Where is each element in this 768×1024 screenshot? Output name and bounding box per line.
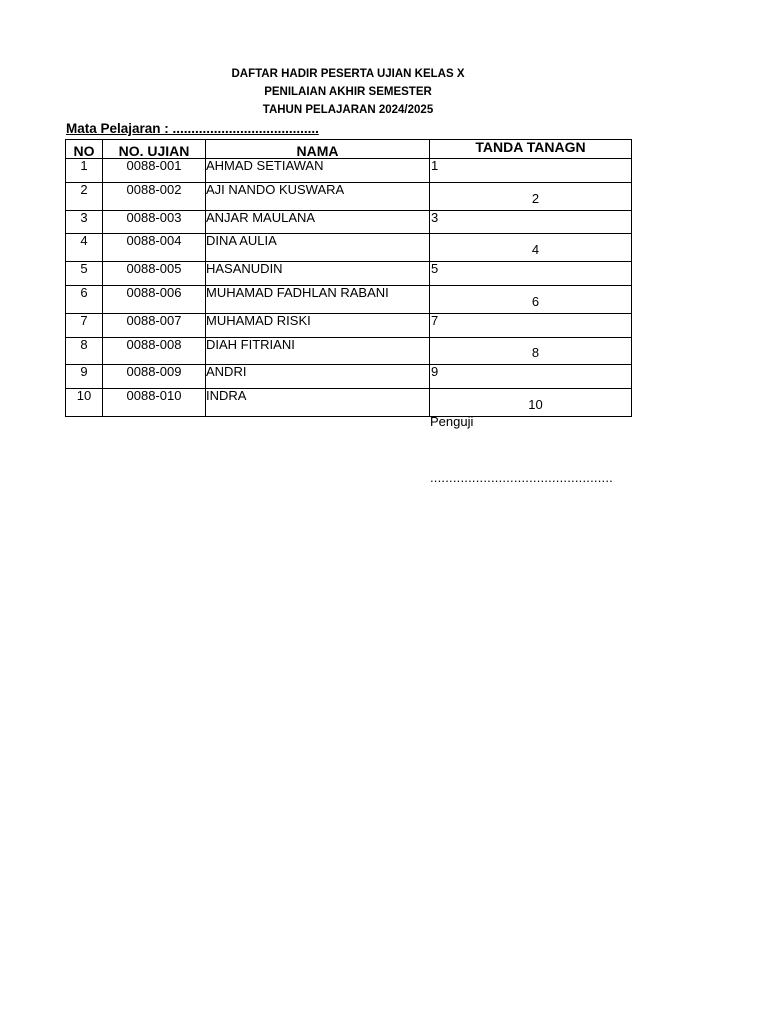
table-row [66, 313, 632, 337]
row-number: 4 [66, 234, 103, 262]
signature-cell: 7 [430, 313, 632, 337]
table-row [66, 389, 632, 417]
table-row [66, 159, 632, 183]
document-title: DAFTAR HADIR PESERTA UJIAN KELAS X [231, 68, 465, 80]
row-number: 10 [66, 389, 103, 417]
exam-number: 0088-004 [103, 234, 206, 262]
exam-number: 0088-007 [103, 313, 206, 337]
exam-number: 0088-003 [103, 210, 206, 234]
participant-name: AJI NANDO KUSWARA [206, 182, 430, 210]
exam-number: 0088-005 [103, 262, 206, 286]
signature-cell: 10 [430, 389, 632, 417]
examiner-signature-line: ................................................ [430, 470, 613, 485]
participant-name: MUHAMAD FADHLAN RABANI [206, 285, 430, 313]
column-header-name: NAMA [206, 140, 430, 159]
row-number: 6 [66, 285, 103, 313]
signature-cell: 9 [430, 365, 632, 389]
column-header-signature: TANDA TANAGN [430, 140, 632, 159]
table-row [66, 365, 632, 389]
exam-number: 0088-008 [103, 337, 206, 365]
signature-cell: 2 [430, 182, 632, 210]
participant-name: INDRA [206, 389, 430, 417]
signature-cell: 4 [430, 234, 632, 262]
row-number: 3 [66, 210, 103, 234]
row-number: 9 [66, 365, 103, 389]
signature-cell: 5 [430, 262, 632, 286]
exam-number: 0088-001 [103, 159, 206, 183]
row-number: 8 [66, 337, 103, 365]
signature-cell: 8 [430, 337, 632, 365]
participant-name: HASANUDIN [206, 262, 430, 286]
subject-line: Mata Pelajaran : ....................................... [66, 121, 319, 136]
row-number: 7 [66, 313, 103, 337]
participant-name: ANJAR MAULANA [206, 210, 430, 234]
participant-name: DINA AULIA [206, 234, 430, 262]
column-header-no: NO [66, 140, 103, 159]
participant-name: DIAH FITRIANI [206, 337, 430, 365]
academic-year: TAHUN PELAJARAN 2024/2025 [262, 104, 434, 116]
document-subtitle: PENILAIAN AKHIR SEMESTER [264, 86, 432, 98]
exam-number: 0088-006 [103, 285, 206, 313]
participant-name: AHMAD SETIAWAN [206, 159, 430, 183]
table-row [66, 285, 632, 313]
table-row [66, 262, 632, 286]
exam-number: 0088-009 [103, 365, 206, 389]
table-row [66, 337, 632, 365]
table-row [66, 234, 632, 262]
row-number: 1 [66, 159, 103, 183]
signature-cell: 6 [430, 285, 632, 313]
exam-number: 0088-010 [103, 389, 206, 417]
row-number: 2 [66, 182, 103, 210]
exam-number: 0088-002 [103, 182, 206, 210]
participant-name: MUHAMAD RISKI [206, 313, 430, 337]
examiner-label: Penguji [430, 414, 474, 429]
column-header-exam-number: NO. UJIAN [103, 140, 206, 159]
table-row [66, 210, 632, 234]
table-row [66, 182, 632, 210]
attendance-table [65, 139, 632, 417]
participant-name: ANDRI [206, 365, 430, 389]
table-header-row [66, 140, 632, 159]
signature-cell: 3 [430, 210, 632, 234]
row-number: 5 [66, 262, 103, 286]
signature-cell: 1 [430, 159, 632, 183]
